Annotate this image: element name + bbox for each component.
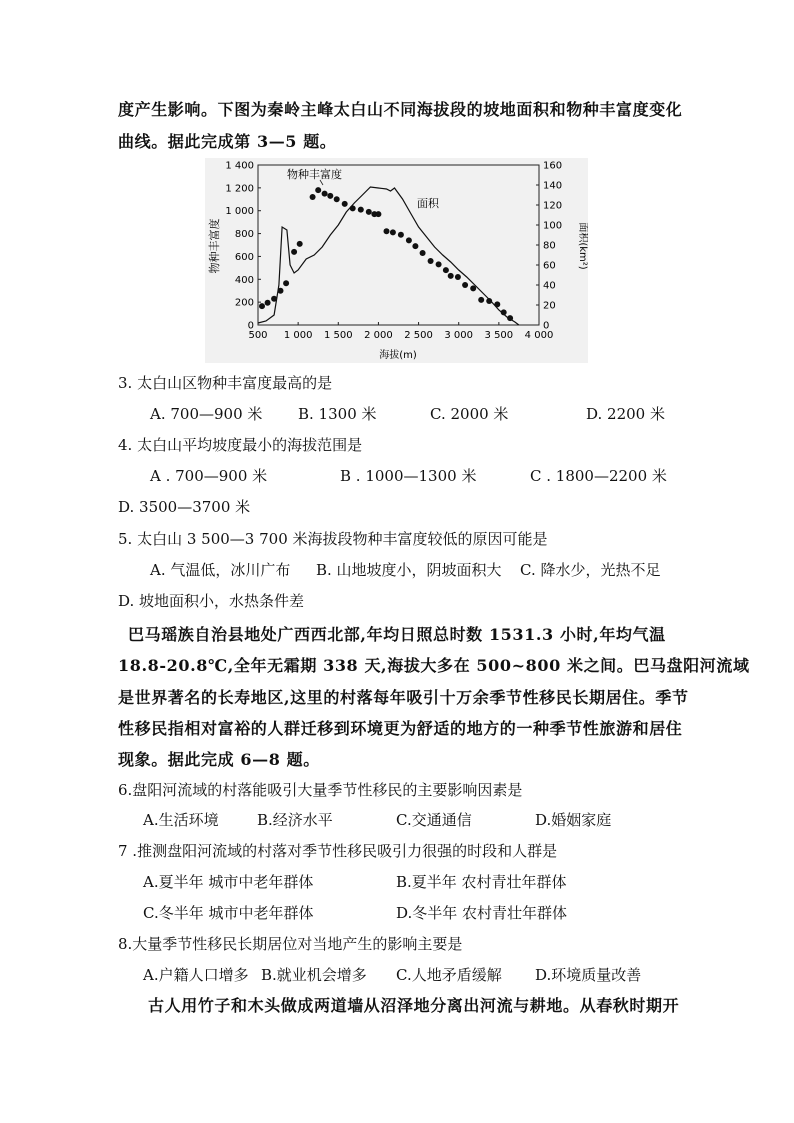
question-4-option-d: D. 3500—3700 米 [118, 498, 251, 516]
passage-2-line-4: 性移民指相对富裕的人群迁移到环境更为舒适的地方的一种季节性旅游和居住 [118, 719, 683, 738]
altitude-chart [205, 158, 588, 363]
richness-point [398, 232, 404, 238]
ylabel-left: 物种丰富度 [208, 218, 221, 274]
richness-point [283, 280, 289, 286]
y-left-tick-label: 400 [234, 274, 254, 286]
richness-point [462, 282, 468, 288]
y-left-tick-label: 800 [234, 229, 254, 241]
richness-point [412, 243, 418, 249]
question-5-option-d: D. 坡地面积小，水热条件差 [118, 592, 305, 610]
richness-point [366, 209, 372, 215]
y-right-tick-label: 80 [543, 240, 556, 252]
richness-point [470, 285, 476, 291]
legend-label-richness: 物种丰富度 [287, 168, 342, 181]
x-tick-label: 1 000 [283, 330, 313, 341]
question-6-option-d: D.婚姻家庭 [535, 811, 612, 829]
richness-point [291, 249, 297, 255]
y-right-tick-label: 100 [543, 220, 563, 232]
question-4-option-a: A . 700—900 米 [150, 467, 268, 485]
y-right-tick-label: 140 [543, 180, 563, 192]
y-left-tick-label: 600 [234, 251, 254, 263]
richness-point [478, 297, 484, 303]
x-tick-label: 3 000 [444, 330, 474, 341]
question-7-option-b: B.夏半年 农村青壮年群体 [396, 873, 567, 891]
question-8-option-c: C.人地矛盾缓解 [396, 966, 502, 984]
legend-label-area: 面积 [417, 197, 439, 210]
ylabel-right: 面积(km²) [577, 222, 588, 270]
x-tick-label: 500 [248, 330, 268, 341]
x-tick-label: 3 500 [484, 330, 514, 341]
x-tick-label: 1 500 [323, 330, 353, 341]
question-5-option-b: B. 山地坡度小，阴坡面积大 [316, 561, 502, 579]
series-area-line [258, 187, 519, 325]
question-3-stem: 3. 太白山区物种丰富度最高的是 [118, 374, 333, 392]
richness-point [297, 241, 303, 247]
question-3-option-d: D. 2200 米 [586, 405, 665, 423]
richness-point [406, 237, 412, 243]
x-tick-label: 2 000 [364, 330, 393, 341]
question-6-option-c: C.交通通信 [396, 811, 472, 829]
x-tick-label: 4 000 [524, 330, 554, 341]
question-4-stem: 4. 太白山平均坡度最小的海拔范围是 [118, 436, 363, 454]
question-3-option-b: B. 1300 米 [298, 405, 377, 423]
richness-point [322, 191, 328, 197]
y-left-tick-label: 1 200 [225, 183, 254, 195]
y-left-tick-label: 1 000 [225, 206, 254, 218]
y-left-tick-label: 200 [234, 297, 254, 309]
x-tick-label: 2 500 [404, 330, 433, 341]
richness-point [358, 207, 364, 213]
question-8-stem: 8.大量季节性移民长期居位对当地产生的影响主要是 [118, 935, 463, 953]
passage-3-line-1: 古人用竹子和木头做成两道墙从沼泽地分离出河流与耕地。从春秋时期开 [148, 996, 680, 1015]
richness-point [486, 298, 492, 304]
richness-point [420, 250, 426, 256]
question-3-option-a: A. 700—900 米 [150, 405, 263, 423]
question-6-option-a: A.生活环境 [143, 811, 219, 829]
y-right-tick-label: 20 [543, 300, 556, 312]
richness-point [334, 196, 340, 202]
y-right-tick-label: 160 [543, 160, 563, 172]
question-8-option-a: A.户籍人口增多 [143, 966, 249, 984]
y-left-tick-label: 0 [247, 320, 254, 332]
question-6-option-b: B.经济水平 [257, 811, 333, 829]
question-3-option-c: C. 2000 米 [430, 405, 509, 423]
question-4-option-b: B . 1000—1300 米 [340, 467, 477, 485]
question-7-option-a: A.夏半年 城市中老年群体 [143, 873, 314, 891]
question-8-option-b: B.就业机会增多 [261, 966, 367, 984]
passage-2-line-3: 是世界著名的长寿地区,这里的村落每年吸引十万余季节性移民长期居住。季节 [118, 688, 689, 707]
richness-point [455, 274, 461, 280]
question-7-stem: 7 .推测盘阳河流域的村落对季节性移民吸引力很强的时段和人群是 [118, 842, 558, 860]
richness-point [342, 201, 348, 207]
richness-point [350, 205, 356, 211]
richness-point [375, 211, 381, 217]
chart-svg [205, 158, 588, 363]
y-left-tick-label: 1 400 [225, 160, 254, 172]
question-7-option-c: C.冬半年 城市中老年群体 [143, 904, 314, 922]
richness-point [315, 187, 321, 193]
question-6-stem: 6.盘阳河流域的村落能吸引大量季节性移民的主要影响因素是 [118, 781, 523, 799]
passage-2-line-1: 巴马瑶族自治县地处广西西北部,年均日照总时数 1531.3 小时,年均气温 [128, 625, 666, 644]
question-5-option-a: A. 气温低，冰川广布 [150, 561, 291, 579]
richness-point [271, 296, 277, 302]
y-right-tick-label: 0 [543, 320, 550, 332]
richness-point [390, 229, 396, 235]
richness-point [278, 288, 284, 294]
richness-point [428, 258, 434, 264]
richness-point [494, 301, 500, 307]
question-5-stem: 5. 太白山 3 500—3 700 米海拔段物种丰富度较低的原因可能是 [118, 530, 548, 548]
intro-line-2: 曲线。据此完成第 3—5 题。 [118, 132, 337, 151]
intro-line-1: 度产生影响。下图为秦岭主峰太白山不同海拔段的坡地面积和物种丰富度变化 [118, 100, 683, 119]
richness-point [310, 194, 316, 200]
y-right-tick-label: 40 [543, 280, 556, 292]
richness-point [448, 273, 454, 279]
richness-point [259, 303, 265, 309]
richness-point [501, 309, 507, 315]
question-8-option-d: D.环境质量改善 [535, 966, 642, 984]
richness-point [384, 228, 390, 234]
richness-point [436, 261, 442, 267]
richness-point [443, 267, 449, 273]
y-right-tick-label: 120 [543, 200, 563, 212]
question-7-option-d: D.冬半年 农村青壮年群体 [396, 904, 568, 922]
richness-point [265, 300, 271, 306]
passage-2-line-2: 18.8-20.8℃,全年无霜期 338 天,海拔大多在 500~800 米之间。巴马盘阳河流域 [118, 656, 750, 675]
question-4-option-c: C . 1800—2200 米 [530, 467, 667, 485]
richness-point [507, 315, 513, 321]
question-5-option-c: C. 降水少，光热不足 [520, 561, 661, 579]
xlabel: 海拔(m) [379, 350, 417, 361]
passage-2-line-5: 现象。据此完成 6—8 题。 [118, 750, 320, 769]
y-right-tick-label: 60 [543, 260, 556, 272]
richness-point [327, 193, 333, 199]
